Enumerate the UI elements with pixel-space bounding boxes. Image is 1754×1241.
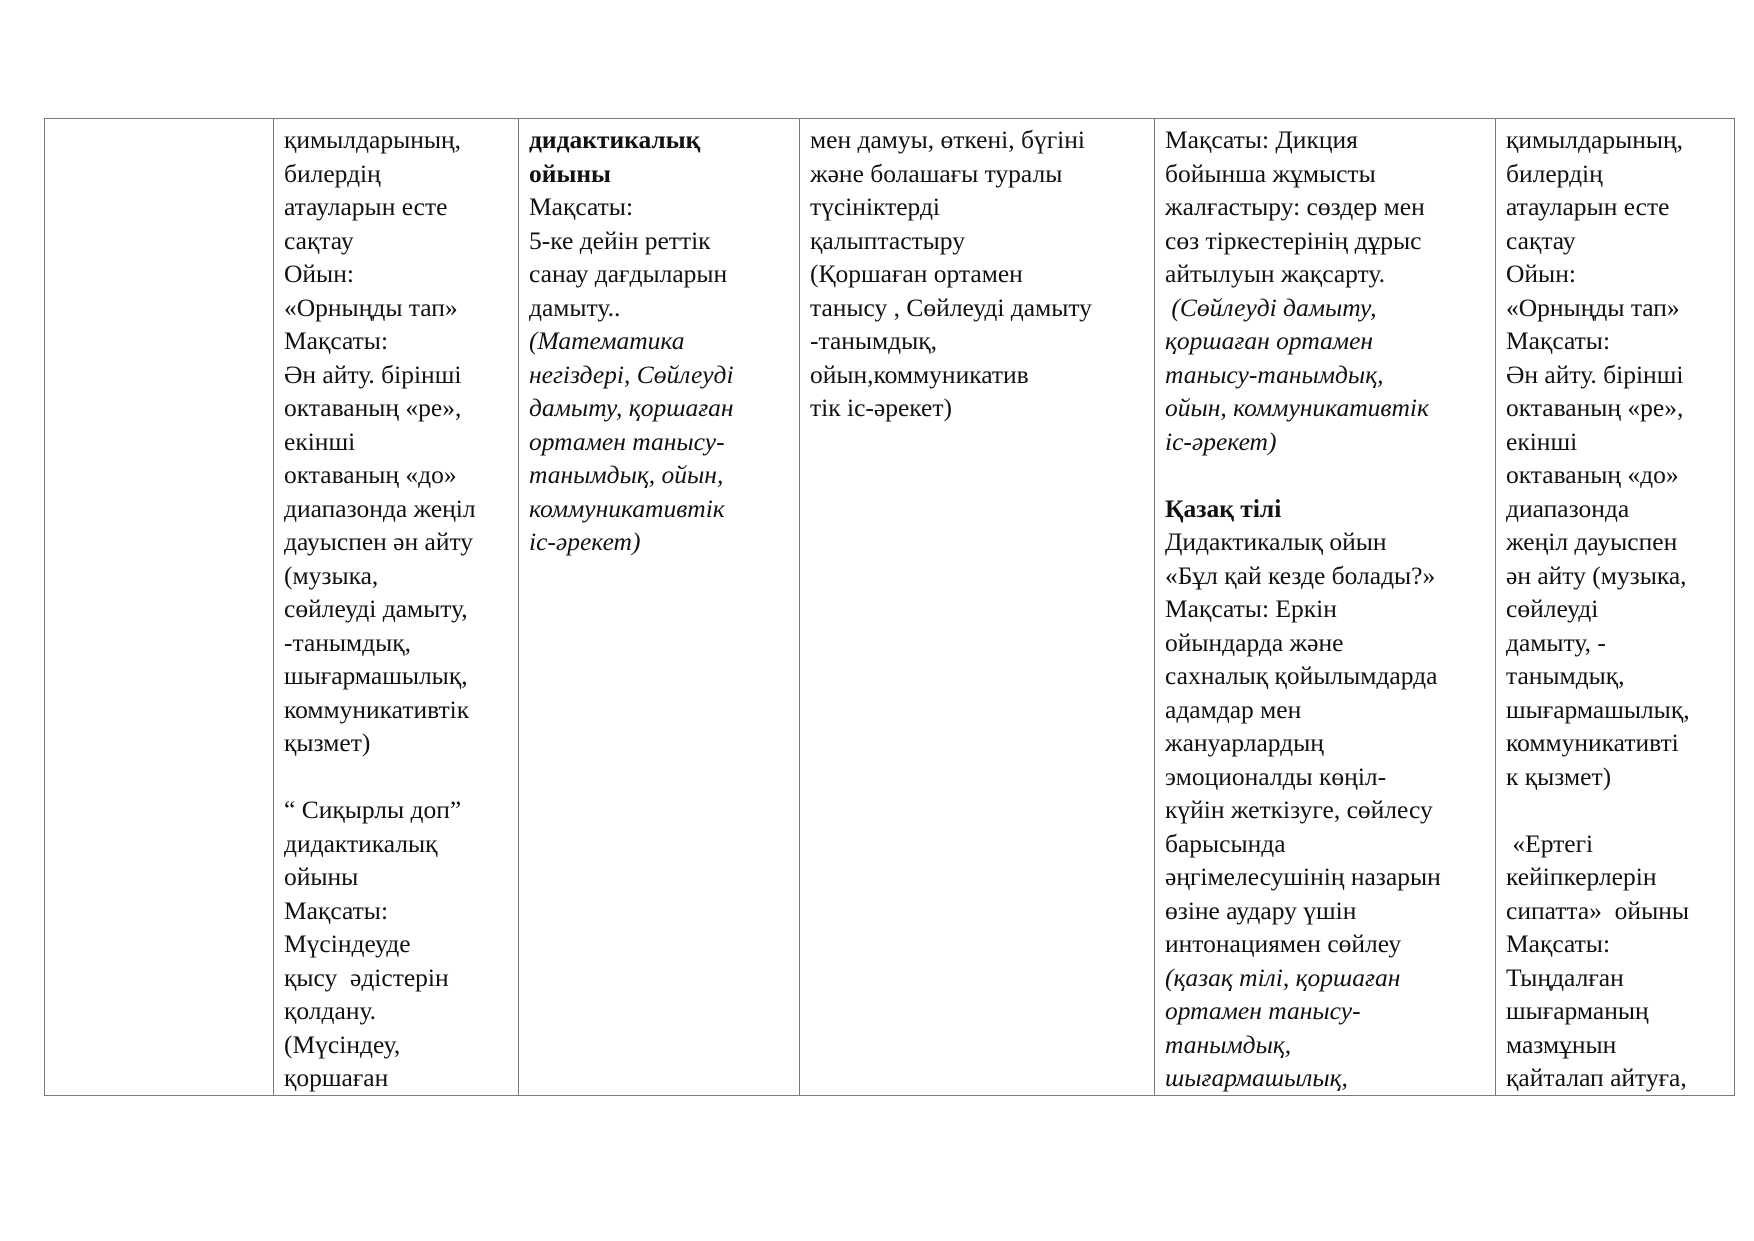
cell-text-line: ән айту (музыка, — [1506, 560, 1687, 590]
cell-text-line: билердің — [284, 158, 381, 188]
cell-text-line: қимылдарының, — [284, 125, 462, 154]
cell-text-line: кейіпкерлерін — [1506, 862, 1657, 891]
cell-text-line: сипатта» ойыны — [1506, 895, 1689, 925]
cell-text-line: -танымдық, — [284, 627, 412, 657]
cell-text-line: қалыптастыру — [810, 225, 965, 255]
cell-text-line: диапазонда жеңіл — [284, 493, 476, 523]
cell-text-line: қоршаған — [284, 1063, 389, 1092]
cell-text-line: сөйлеуді — [1506, 594, 1599, 623]
cell-text-line: санау дағдыларын — [529, 259, 728, 288]
cell-text-line: Ойын: — [284, 259, 354, 288]
cell-text-line: қайталап айтуға, — [1506, 1063, 1687, 1092]
cell-text-line: мазмұнын — [1506, 1029, 1617, 1059]
cell-text-line: сақтау — [284, 225, 354, 255]
cell-text-line: ойын, коммуникативтік — [1165, 393, 1429, 422]
cell-text-line: Ән айту. бірінші — [284, 359, 462, 389]
cell-text-line: Ән айту. бірінші — [1506, 359, 1684, 389]
table-cell — [1155, 119, 1496, 1096]
cell-text-line: іс-әрекет) — [1165, 426, 1277, 456]
cell-text-line: шығарманың — [1506, 996, 1649, 1025]
cell-text-line: ойыны — [529, 158, 611, 188]
cell-text-line: дамыту, қоршаған — [529, 393, 734, 422]
cell-text-line: коммуникативтік — [529, 493, 725, 523]
cell-text-line: дидактикалық — [284, 828, 438, 858]
cell-text-line: және болашағы туралы — [810, 158, 1063, 188]
cell-text-line: Ойын: — [1506, 259, 1576, 288]
table-cell — [1496, 119, 1735, 1096]
cell-text-line: октаваның «до» — [284, 460, 457, 489]
cell-text-line: октаваның «ре», — [284, 393, 462, 422]
cell-text-line: атауларын есте — [284, 192, 448, 221]
cell-text-line: октаваның «ре», — [1506, 393, 1684, 422]
cell-text-line: әңгімелесушінің назарын — [1165, 862, 1441, 891]
cell-text-line: билердің — [1506, 158, 1603, 188]
cell-text-line: (Қоршаған ортамен — [810, 259, 1023, 288]
table-row — [45, 119, 1735, 1096]
cell-text-line: Мақсаты: Еркін — [1165, 594, 1337, 623]
cell-text-line: октаваның «до» — [1506, 460, 1679, 489]
blank-line — [284, 760, 508, 794]
cell-text-line: сахналық қойылымдарда — [1165, 661, 1438, 690]
cell-text-line: танымдық, ойын, — [529, 460, 724, 489]
cell-text-line: коммуникативті — [1506, 728, 1679, 757]
cell-text-line: жануарлардың — [1165, 728, 1324, 757]
cell-text-line: негіздері, Сөйлеуді — [529, 359, 734, 389]
cell-text-line: эмоционалды көңіл- — [1165, 761, 1387, 791]
cell-text-line: қызмет) — [284, 728, 371, 757]
cell-text-line: дидактикалық — [529, 125, 701, 154]
cell-text-line: Мақсаты: — [1506, 326, 1611, 355]
cell-text-line: «Бұл қай кезде болады?» — [1165, 560, 1436, 590]
cell-text-line: (Мүсіндеу, — [284, 1029, 401, 1059]
cell-text-line: Мақсаты: — [284, 326, 389, 355]
cell-text-line: “ Сиқырлы доп” — [284, 795, 462, 824]
cell-text-line: қоршаған ортамен — [1165, 326, 1374, 355]
cell-text-line: интонациямен сөйлеу — [1165, 929, 1402, 958]
cell-text-line: екінші — [284, 426, 356, 456]
cell-text-line: сақтау — [1506, 225, 1576, 255]
cell-text-line: айтылуын жақсарту. — [1165, 259, 1385, 288]
cell-text-line: күйін жеткізуге, сөйлесу — [1165, 795, 1433, 824]
lesson-plan-table — [44, 118, 1735, 1096]
cell-text-line: Мақсаты: — [1506, 929, 1611, 958]
cell-text-line: шығармашылық, — [1165, 1063, 1348, 1092]
cell-text-line: Тыңдалған — [1506, 962, 1624, 992]
blank-line — [1506, 793, 1724, 827]
cell-text-line: танымдық, — [1506, 661, 1625, 690]
cell-text-line: -танымдық, — [810, 326, 938, 355]
cell-text-line: Мақсаты: Дикция — [1165, 125, 1358, 154]
cell-text-line: екінші — [1506, 426, 1578, 456]
cell-text-line: қимылдарының, — [1506, 125, 1684, 154]
cell-text-line: 5-ке дейін реттік — [529, 225, 711, 255]
cell-text-line: коммуникативтік — [284, 694, 470, 724]
table-cell — [45, 119, 274, 1096]
cell-text-line: «Орныңды тап» — [1506, 292, 1680, 322]
cell-text-line: диапазонда — [1506, 493, 1630, 523]
cell-text-line: шығармашылық, — [1506, 694, 1690, 724]
cell-text-line: жалғастыру: сөздер мен — [1165, 192, 1425, 221]
cell-text-line: «Ертегі — [1506, 828, 1594, 858]
cell-text-line: түсініктерді — [810, 192, 941, 221]
cell-text-line: «Орныңды тап» — [284, 292, 458, 322]
cell-text-line: қолдану. — [284, 996, 377, 1025]
table-cell — [800, 119, 1155, 1096]
cell-text-line: (қазақ тілі, қоршаған — [1165, 962, 1401, 992]
cell-text-line: ойын,коммуникатив — [810, 359, 1029, 389]
blank-line — [1165, 458, 1485, 492]
cell-text-line: бойынша жұмысты — [1165, 158, 1376, 188]
cell-text-line: танымдық, — [1165, 1029, 1292, 1059]
cell-text-line: Дидактикалық ойын — [1165, 527, 1387, 556]
cell-text-line: Қазақ тілі — [1165, 493, 1282, 523]
cell-text-line: (музыка, — [284, 560, 379, 590]
cell-text-line: қысу әдістерін — [284, 962, 449, 992]
cell-text-line: Мақсаты: — [529, 192, 634, 221]
cell-text-line: ортамен танысу- — [1165, 996, 1361, 1025]
cell-text-line: Мүсіндеуде — [284, 929, 411, 958]
cell-text-line: барысында — [1165, 828, 1286, 858]
cell-text-line: танысу-танымдық, — [1165, 359, 1384, 389]
cell-text-line: танысу , Сөйлеуді дамыту — [810, 292, 1092, 322]
cell-text-line: тік іс-әрекет) — [810, 393, 952, 422]
cell-text-line: (Математика — [529, 326, 685, 355]
cell-text-line: дамыту.. — [529, 292, 621, 322]
cell-text-line: (Сөйлеуді дамыту, — [1165, 292, 1377, 322]
cell-text-line: Мақсаты: — [284, 895, 389, 925]
cell-text-line: дауыспен ән айту — [284, 527, 474, 556]
cell-text-line: атауларын есте — [1506, 192, 1670, 221]
cell-text-line: мен дамуы, өткені, бүгіні — [810, 125, 1085, 154]
cell-text-line: сөйлеуді дамыту, — [284, 594, 468, 623]
table-cell — [519, 119, 800, 1096]
cell-text-line: шығармашылық, — [284, 661, 468, 690]
cell-text-line: дамыту, - — [1506, 627, 1606, 657]
cell-text-line: сөз тіркестерінің дұрыс — [1165, 225, 1422, 255]
cell-text-line: жеңіл дауыспен — [1506, 527, 1678, 556]
cell-text-line: адамдар мен — [1165, 694, 1302, 724]
cell-text-line: өзіне аудару үшін — [1165, 895, 1357, 925]
table-cell — [274, 119, 519, 1096]
cell-text-line: ойыны — [284, 862, 359, 891]
cell-text-line: ортамен танысу- — [529, 426, 725, 456]
cell-text-line: к қызмет) — [1506, 761, 1612, 791]
cell-text-line: іс-әрекет) — [529, 527, 641, 556]
cell-text-line: ойындарда және — [1165, 627, 1344, 657]
